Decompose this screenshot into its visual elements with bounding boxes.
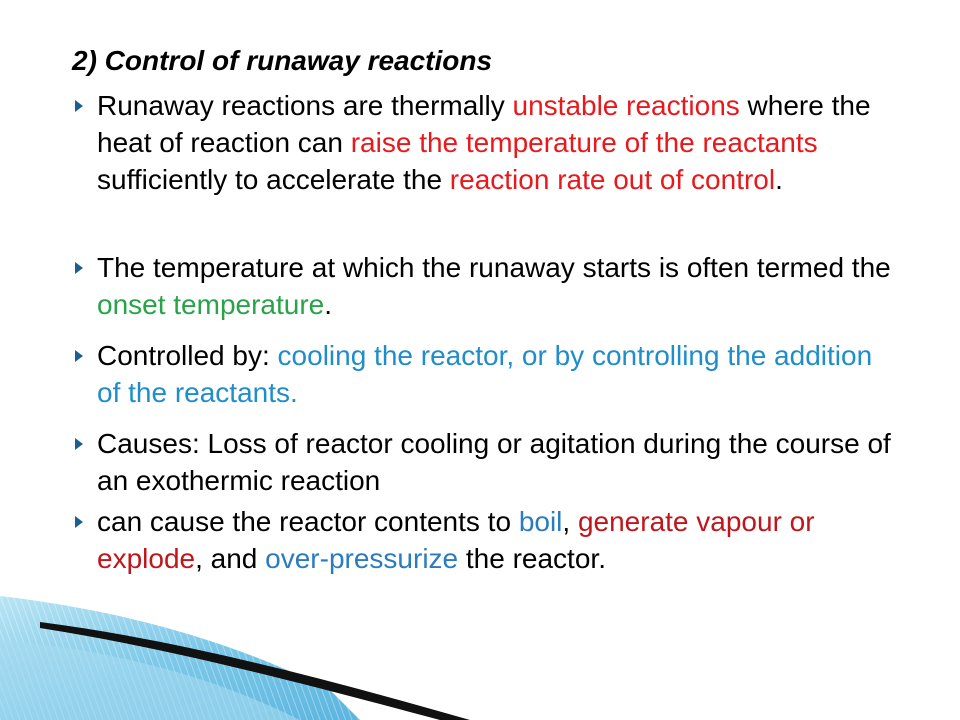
right-triangle-bullet-icon (75, 350, 83, 362)
bullet-2-seg-2: . (324, 289, 333, 320)
bullet-2-seg-1: onset temperature (97, 289, 325, 320)
bullet-5-seg-4: , and (195, 543, 266, 574)
bullet-item-5 (97, 503, 897, 577)
right-triangle-bullet-icon (75, 438, 83, 450)
bullet-item-2 (97, 249, 897, 323)
bullet-5-seg-0: can cause the reactor contents to (97, 506, 519, 537)
bullet-1-seg-3: raise the temperature of the reactants (350, 127, 818, 158)
bullet-5-seg-3: generate vapour or explode (97, 506, 815, 574)
bullet-3-seg-0: Controlled by: (97, 340, 278, 371)
slide-title: 2) Control of runaway reactions (72, 45, 493, 76)
bullet-2-seg-0: The temperature at which the runaway starts is often termed the (97, 252, 891, 283)
bullet-item-4 (97, 425, 897, 499)
bullet-item-3 (97, 337, 897, 411)
bullet-1-seg-5: reaction rate out of control (449, 164, 776, 195)
right-triangle-bullet-icon (75, 100, 83, 112)
bullet-1-seg-1: unstable reactions (512, 90, 740, 121)
right-triangle-bullet-icon (75, 516, 83, 528)
bullet-1-seg-6: . (775, 164, 783, 195)
bullet-5-seg-2: , (562, 506, 578, 537)
bullet-1-seg-2: where the heat of reaction can (97, 90, 871, 158)
bullet-item-1 (97, 87, 897, 198)
bullet-5-seg-5: over-pressurize (265, 543, 459, 574)
bullet-5-seg-1: boil (518, 506, 563, 537)
bullet-1-seg-0: Runaway reactions are thermally (97, 90, 513, 121)
bullet-5-seg-6: the reactor. (458, 543, 606, 574)
bullet-3-seg-1: cooling the reactor, or by controlling the addition of the reactants. (97, 340, 873, 408)
bullet-1-seg-4: sufficiently to accelerate the (97, 164, 450, 195)
bullet-4-seg-0: Causes: Loss of reactor cooling or agitation during the course of an exothermic reaction (97, 428, 891, 496)
right-triangle-bullet-icon (75, 262, 83, 274)
